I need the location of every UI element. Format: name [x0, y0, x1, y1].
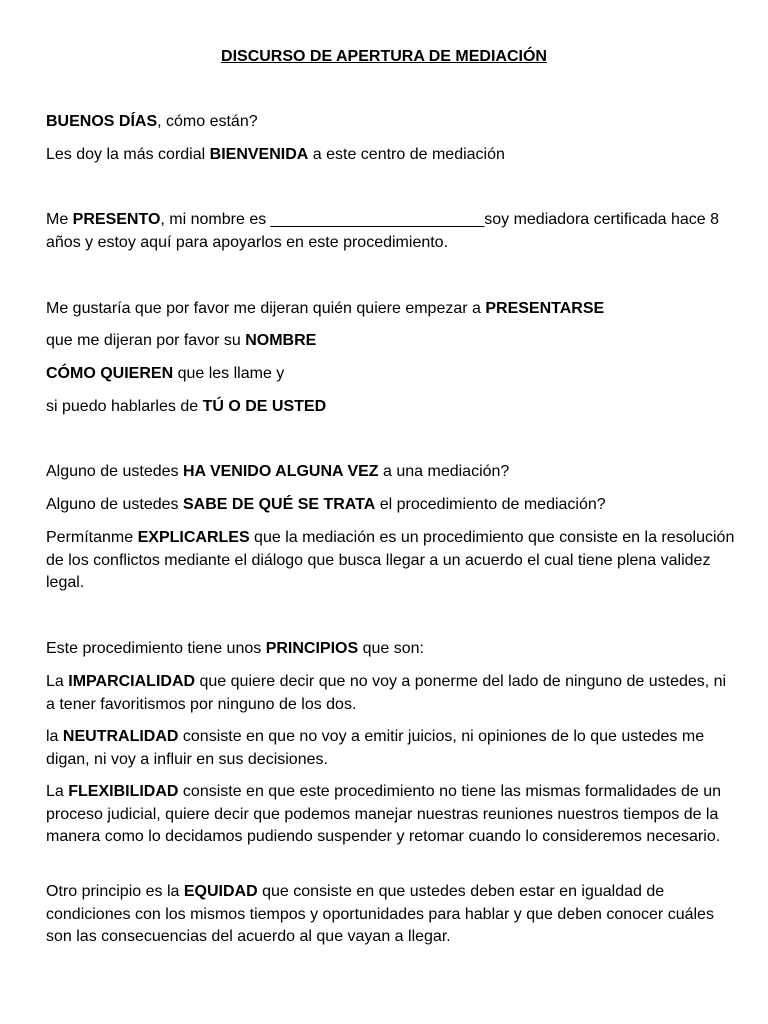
paragraph-greeting	[46, 111, 736, 134]
bold-text: IMPARCIALIDAD	[68, 673, 196, 690]
paragraph-neutrality	[46, 726, 736, 771]
paragraph-impartiality	[46, 671, 736, 716]
paragraph-knowledge	[46, 494, 736, 517]
bold-text: PRESENTO	[72, 211, 161, 228]
paragraph-principles	[46, 638, 736, 661]
bold-text: CÓMO QUIEREN	[46, 365, 174, 382]
text: Alguno de ustedes	[46, 463, 183, 480]
bold-text: HA VENIDO ALGUNA VEZ	[183, 463, 379, 480]
text: Otro principio es la	[46, 883, 184, 900]
text: Alguno de ustedes	[46, 496, 183, 513]
bold-text: TÚ O DE USTED	[202, 398, 327, 415]
text: Me gustaría que por favor me dijeran quién quiere empezar a	[46, 300, 486, 317]
text: que me dijeran por favor su	[46, 332, 246, 349]
bold-text: EXPLICARLES	[137, 529, 250, 546]
text: , mi nombre es ________________________soy mediadora certificada hace 8 años y estoy aquí para apoyarlos en este procedimiento.	[46, 211, 720, 251]
text: que les llame y	[173, 365, 285, 382]
text: , cómo están?	[157, 113, 258, 130]
bold-text: PRESENTARSE	[485, 300, 605, 317]
text: Este procedimiento tiene unos	[46, 640, 266, 657]
text: que la mediación es un procedimiento que consiste en la resolución de los conflictos mediante el diálogo que busca llegar a un acuerdo el cual tiene plena validez legal.	[46, 529, 735, 591]
text: consiste en que no voy a emitir juicios, ni opiniones de lo que ustedes me digan, ni voy a influir en sus decisiones.	[46, 728, 705, 768]
text: La	[46, 673, 69, 690]
text: consiste en que este procedimiento no tiene las mismas formalidades de un proceso judicial, quiere decir que podemos manejar nuestras reuniones nuestros tiempos de la manera como lo decidamos pudiendo suspender y retomar cuando lo consideremos necesario.	[46, 783, 721, 845]
paragraph-how-call	[46, 363, 736, 386]
text: que consiste en que ustedes deben estar en igualdad de condiciones con los mismos tiempos y oportunidades para hablar y que deben conocer cuáles son las consecuencias del acuerdo al que vayan a llegar.	[46, 883, 714, 945]
bold-text: PRINCIPIOS	[265, 640, 359, 657]
bold-text: EQUIDAD	[183, 883, 258, 900]
bold-text: BIENVENIDA	[209, 146, 309, 163]
paragraph-present-request	[46, 298, 736, 321]
bold-text: SABE DE QUÉ SE TRATA	[183, 496, 376, 513]
text: si puedo hablarles de	[46, 398, 203, 415]
document-title: DISCURSO DE APERTURA DE MEDIACIÓN	[221, 48, 547, 65]
text: que son:	[358, 640, 424, 657]
text: la	[46, 728, 63, 745]
paragraph-formality	[46, 396, 736, 419]
bold-text: NOMBRE	[245, 332, 317, 349]
text: que quiere decir que no voy a ponerme del lado de ninguno de ustedes, ni a tener favoritismos por ninguno de los dos.	[46, 673, 727, 713]
paragraph-equity	[46, 881, 736, 949]
paragraph-welcome	[46, 144, 736, 167]
paragraph-flexibility	[46, 781, 736, 849]
bold-text: NEUTRALIDAD	[62, 728, 179, 745]
text: Permítanme	[46, 529, 138, 546]
paragraph-name-request	[46, 330, 736, 353]
paragraph-introduction	[46, 209, 736, 254]
paragraph-explanation	[46, 527, 736, 595]
text: La	[46, 783, 69, 800]
paragraph-previous-mediation	[46, 461, 736, 484]
text: Les doy la más cordial	[46, 146, 210, 163]
text: a una mediación?	[378, 463, 510, 480]
text: Me	[46, 211, 73, 228]
bold-text: BUENOS DÍAS	[46, 113, 158, 130]
bold-text: FLEXIBILIDAD	[68, 783, 179, 800]
text: a este centro de mediación	[308, 146, 505, 163]
text: el procedimiento de mediación?	[375, 496, 606, 513]
